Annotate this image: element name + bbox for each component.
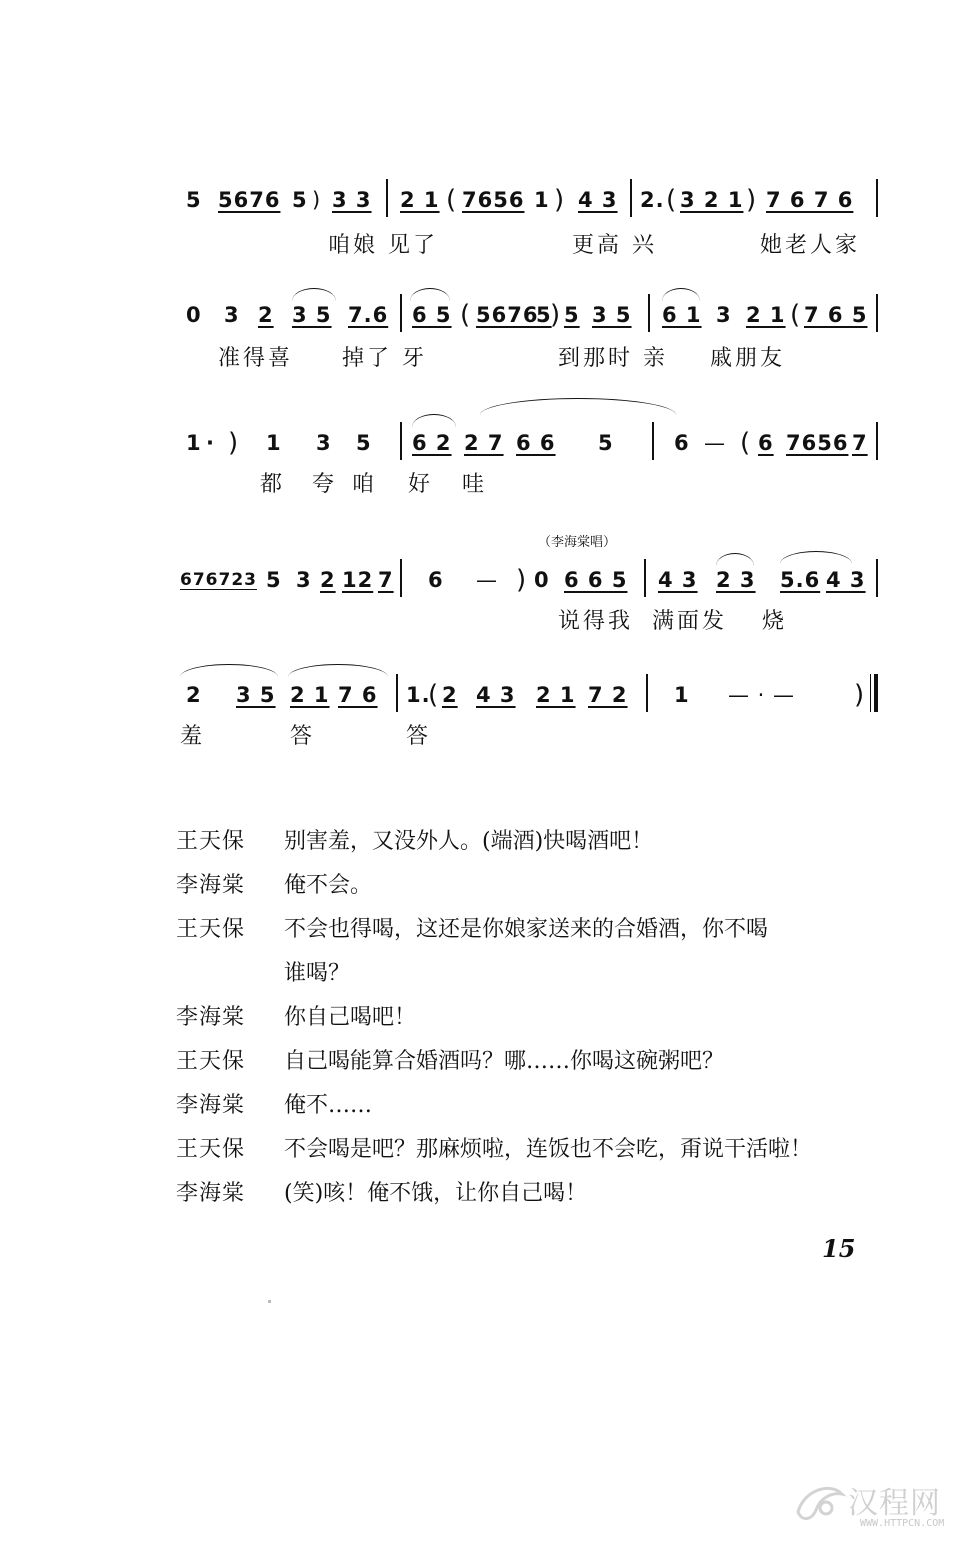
watermark-url: WWW.HTTPCN.COM bbox=[860, 1518, 945, 1529]
lyric: 好 bbox=[408, 472, 434, 497]
barline bbox=[400, 559, 402, 597]
barline bbox=[652, 422, 654, 460]
note: 6 bbox=[428, 568, 444, 592]
lyric: 满面发 bbox=[652, 609, 728, 634]
note: 2 bbox=[442, 683, 458, 707]
note: 3 bbox=[316, 431, 332, 455]
lyric: 更高 兴 bbox=[572, 233, 657, 258]
lyric: 戚朋友 bbox=[710, 346, 786, 371]
page-number: 15 bbox=[822, 1234, 856, 1263]
lyric: 到那时 亲 bbox=[558, 346, 668, 371]
paren-close: ) bbox=[746, 185, 758, 215]
note-group: 3 5 bbox=[236, 683, 276, 707]
lyric-line bbox=[180, 607, 880, 637]
lyric: 羞 bbox=[180, 724, 206, 749]
barline bbox=[876, 422, 878, 460]
speaker-name: 李海棠 bbox=[176, 1181, 246, 1206]
lyric: 夸 bbox=[312, 472, 338, 497]
note-group: 4 3 bbox=[826, 568, 866, 592]
dialogue-line bbox=[176, 820, 896, 864]
lyric: 都 bbox=[260, 472, 286, 497]
note: 1 bbox=[186, 431, 202, 455]
dialogue-line bbox=[176, 1172, 896, 1216]
paren-open: ( bbox=[790, 300, 802, 330]
barline bbox=[876, 179, 878, 217]
paren-close: ) bbox=[554, 185, 566, 215]
lyric-line bbox=[180, 231, 880, 261]
paren-close: ) bbox=[854, 680, 866, 710]
lyric-line bbox=[180, 344, 880, 374]
note-group: 6 2 bbox=[412, 431, 452, 455]
note-group: 2 7 bbox=[464, 431, 504, 455]
note: 0 bbox=[534, 568, 550, 592]
note: 5 bbox=[536, 303, 552, 327]
barline bbox=[396, 674, 398, 712]
notes-line bbox=[180, 680, 880, 710]
note-group: 2 1 bbox=[746, 303, 786, 327]
note-group: 5.6 bbox=[780, 568, 821, 592]
note-group: 3 3 bbox=[332, 188, 372, 212]
dialogue-line-continued bbox=[176, 952, 896, 996]
note: 1 bbox=[674, 683, 690, 707]
paren-open: ( bbox=[740, 428, 752, 458]
watermark bbox=[790, 1470, 960, 1540]
dialogue-block bbox=[176, 820, 896, 1216]
slur bbox=[412, 414, 456, 427]
notes-line bbox=[180, 565, 880, 595]
barline bbox=[400, 422, 402, 460]
note: 2 bbox=[258, 303, 274, 327]
speaker-name: 李海棠 bbox=[176, 1005, 246, 1030]
note: 5 bbox=[266, 568, 282, 592]
barline bbox=[644, 559, 646, 597]
note-group: 4 3 bbox=[578, 188, 618, 212]
slur bbox=[288, 664, 388, 677]
speaker-name: 李海棠 bbox=[176, 1093, 246, 1118]
note: 2. bbox=[640, 188, 665, 212]
barline bbox=[646, 674, 648, 712]
paren-open: ( bbox=[428, 680, 440, 710]
slur bbox=[480, 398, 676, 415]
note: 2 bbox=[186, 683, 202, 707]
dialogue-line bbox=[176, 996, 896, 1040]
notes-line bbox=[180, 300, 880, 330]
lyric: 咱娘 见了 bbox=[328, 233, 438, 258]
note-group: 7656 bbox=[462, 188, 525, 212]
speech-text: 你自己喝吧！ bbox=[284, 1005, 417, 1030]
note-group: 7.6 bbox=[348, 303, 389, 327]
barline bbox=[648, 294, 650, 332]
note-group: 6 6 5 bbox=[564, 568, 628, 592]
barline bbox=[400, 294, 402, 332]
dot: · bbox=[206, 431, 215, 455]
dash: — bbox=[476, 568, 498, 592]
speaker-name: 王天保 bbox=[176, 1049, 246, 1074]
speech-text: 别害羞，又没外人。(端酒)快喝酒吧！ bbox=[284, 829, 654, 854]
note: 3 bbox=[224, 303, 240, 327]
speaker-name: 王天保 bbox=[176, 829, 246, 854]
note-group: 2 1 bbox=[400, 188, 440, 212]
note-group: 2 1 bbox=[536, 683, 576, 707]
note: 1. bbox=[406, 683, 431, 707]
note: 5 bbox=[186, 188, 202, 212]
note-group: 7 6 7 6 bbox=[766, 188, 854, 212]
speech-text: 不会也得喝，这还是你娘家送来的合婚酒，你不喝 bbox=[284, 917, 769, 942]
paren-close: ) bbox=[228, 428, 240, 458]
lyric: 哇 bbox=[462, 472, 488, 497]
note: 7 bbox=[852, 431, 868, 455]
note-group: 7656 bbox=[786, 431, 849, 455]
barline bbox=[630, 179, 632, 217]
note-group: 5676 bbox=[218, 188, 281, 212]
paren-close: ) bbox=[550, 300, 562, 330]
note: 5 bbox=[356, 431, 372, 455]
note: 1 bbox=[534, 188, 550, 212]
note: 5 bbox=[292, 188, 308, 212]
lyric: 掉了 牙 bbox=[342, 346, 427, 371]
paren-open: ( bbox=[460, 300, 472, 330]
lyric-line bbox=[180, 722, 880, 752]
note-group: 7 6 5 bbox=[804, 303, 868, 327]
slur bbox=[780, 551, 852, 564]
singer-note: （李海棠唱） bbox=[538, 535, 617, 550]
scan-speck bbox=[268, 1300, 271, 1303]
dialogue-line bbox=[176, 1128, 896, 1172]
paren-close: ) bbox=[516, 565, 528, 595]
lyric: 说得我 bbox=[558, 609, 634, 634]
note-group: 12 bbox=[342, 568, 374, 592]
note-group: 7 2 bbox=[588, 683, 628, 707]
speech-text: 俺不…… bbox=[284, 1093, 373, 1118]
lyric: 她老人家 bbox=[760, 233, 861, 258]
speech-text: 俺不会。 bbox=[284, 873, 373, 898]
note: 1 bbox=[266, 431, 282, 455]
note: 7 bbox=[378, 568, 394, 592]
dialogue-line bbox=[176, 1084, 896, 1128]
note-group: 6 5 bbox=[412, 303, 452, 327]
note-group: 2 3 bbox=[716, 568, 756, 592]
lyric: 咱 bbox=[352, 472, 378, 497]
barline bbox=[876, 559, 878, 597]
note-group: 4 3 bbox=[658, 568, 698, 592]
speech-text: 谁喝？ bbox=[284, 961, 351, 986]
note-group: 7 6 bbox=[338, 683, 378, 707]
note: 3 bbox=[716, 303, 732, 327]
note-group: 4 3 bbox=[476, 683, 516, 707]
speech-text: (笑)咳！俺不饿，让你自己喝！ bbox=[284, 1181, 588, 1206]
speech-text: 不会喝是吧？那麻烦啦，连饭也不会吃，甭说干活啦！ bbox=[284, 1137, 813, 1162]
note-group: 676723 bbox=[180, 570, 257, 590]
note: 2 bbox=[320, 568, 336, 592]
lyric: 答 bbox=[406, 724, 432, 749]
lyric-line bbox=[180, 470, 880, 500]
watermark-text: 汉程网 bbox=[848, 1486, 941, 1521]
dialogue-line bbox=[176, 864, 896, 908]
note-group: 3 5 bbox=[592, 303, 632, 327]
lyric: 准得喜 bbox=[218, 346, 294, 371]
speaker-name: 王天保 bbox=[176, 917, 246, 942]
note-group: 5676 bbox=[476, 303, 539, 327]
dash-dot-dash: — · — bbox=[728, 683, 796, 707]
note: 0 bbox=[186, 303, 202, 327]
barline bbox=[386, 179, 388, 217]
final-barline-thick bbox=[874, 674, 878, 712]
speech-text: 自己喝能算合婚酒吗？哪……你喝这碗粥吧？ bbox=[284, 1049, 725, 1074]
paren-open: ( bbox=[666, 185, 678, 215]
paren-open: ( bbox=[446, 185, 458, 215]
lyric: 答 bbox=[290, 724, 316, 749]
note-group: 6 6 bbox=[516, 431, 556, 455]
barline bbox=[876, 294, 878, 332]
note-group: 3 2 1 bbox=[680, 188, 744, 212]
watermark-logo-icon bbox=[790, 1472, 850, 1532]
note: 5 bbox=[564, 303, 580, 327]
speaker-name: 王天保 bbox=[176, 1137, 246, 1162]
note-group: 6 1 bbox=[662, 303, 702, 327]
dash: — bbox=[704, 431, 726, 455]
note: 5 bbox=[598, 431, 614, 455]
note-group: 2 1 bbox=[290, 683, 330, 707]
final-barline-thin bbox=[870, 674, 871, 712]
note-group: 3 5 bbox=[292, 303, 332, 327]
notes-line bbox=[180, 428, 880, 458]
note: 6 bbox=[674, 431, 690, 455]
speaker-name: 李海棠 bbox=[176, 873, 246, 898]
lyric: 烧 bbox=[762, 609, 788, 634]
note: 3 bbox=[296, 568, 312, 592]
paren-close: ) bbox=[312, 188, 322, 212]
note: 6 bbox=[758, 431, 774, 455]
notes-line bbox=[180, 185, 880, 215]
dialogue-line bbox=[176, 908, 896, 952]
dialogue-line bbox=[176, 1040, 896, 1084]
